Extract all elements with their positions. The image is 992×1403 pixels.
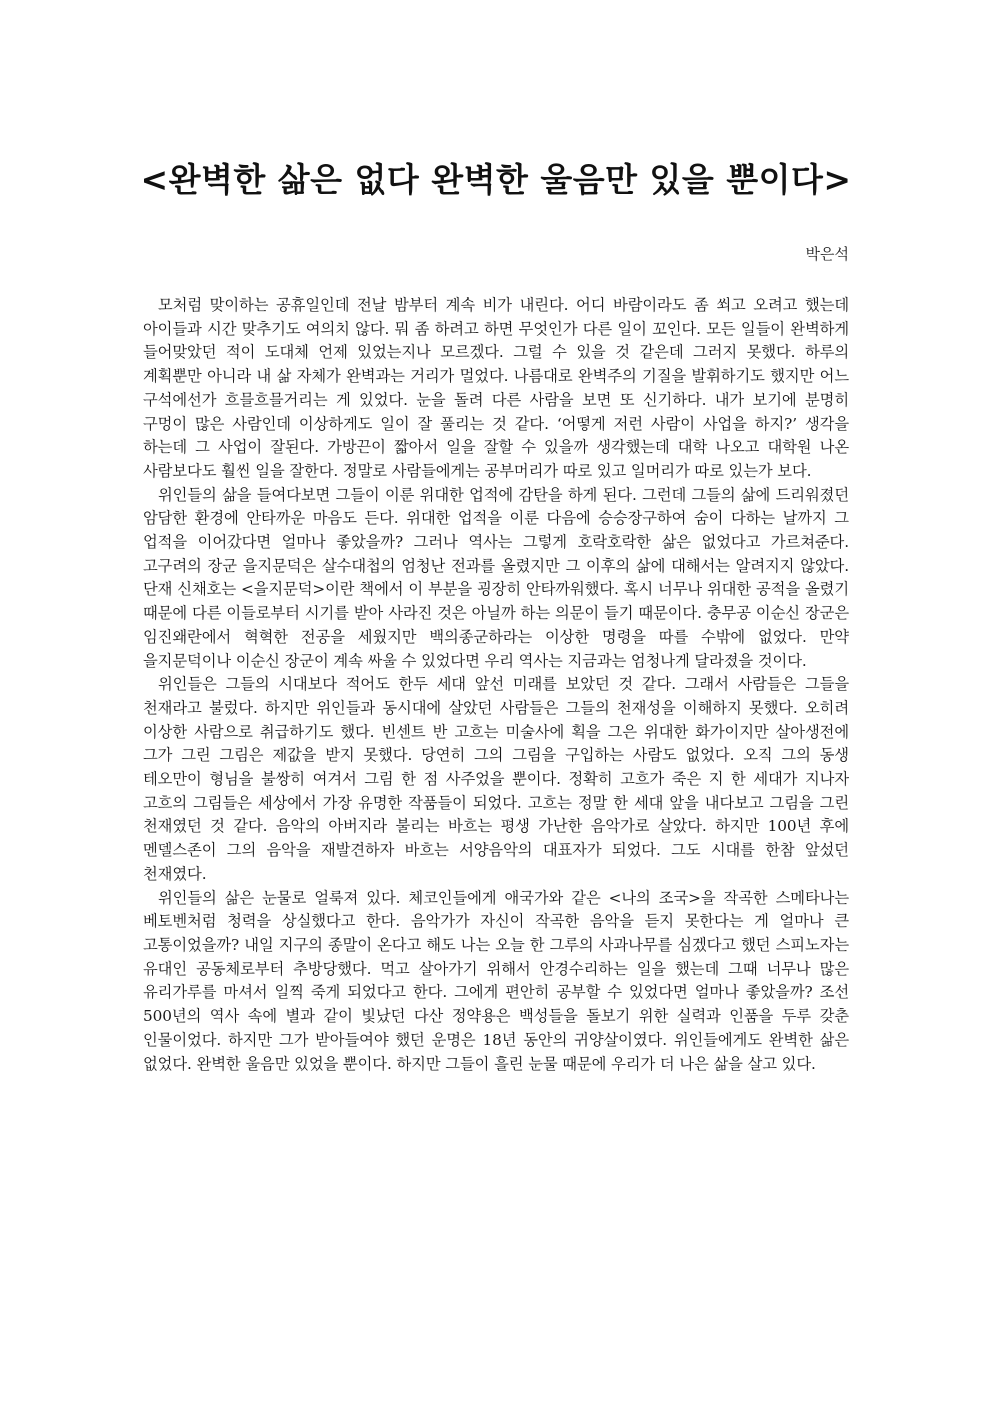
document-page [140, 0, 852, 1403]
document-body [143, 294, 849, 1076]
paragraph-3: 위인들은 그들의 시대보다 적어도 한두 세대 앞선 미래를 보았던 것 같다. 그래서 사람들은 그들을 천재라고 불렀다. 하지만 위인들과 동시대에 살았던 사람들은 그들의 천재성을 이해하지 못했다. 오히려 이상한 사람으로 취급하기도 했다. 빈센트 반 고흐는 미술사에 획을 그은 위대한 화가이지만 살아생전에 그가 그린 그림은 제값을 받지 못했다. 당연히 그의 그림을 구입하는 사람도 없었다. 오직 그의 동생 테오만이 형님을 불쌍히 여겨서 그림 한 점 사주었을 뿐이다. 정확히 고흐가 죽은 지 한 세대가 지나자 고흐의 그림들은 세상에서 가장 유명한 작품들이 되었다. 고흐는 정말 한 세대 앞을 내다보고 그림을 그린 천재였던 것 같다. 음악의 아버지라 불리는 바흐는 평생 가난한 음악가로 살았다. 하지만 100년 후에 멘델스존이 그의 음악을 재발견하자 바흐는 서양음악의 대표자가 되었다. 그도 시대를 한참 앞섰던 천재였다. [143, 675, 849, 883]
paragraph-2: 위인들의 삶을 들여다보면 그들이 이룬 위대한 업적에 감탄을 하게 된다. 그런데 그들의 삶에 드리워졌던 암담한 환경에 안타까운 마음도 든다. 위대한 업적을 이룬 다음에 승승장구하여 숨이 다하는 날까지 그 업적을 이어갔다면 얼마나 좋았을까? 그러나 역사는 그렇게 호락호락한 삶은 없었다고 가르쳐준다. 고구려의 장군 을지문덕은 살수대첩의 엄청난 전과를 올렸지만 그 이후의 삶에 대해서는 알려지지 않았다. 단재 신채호는 <을지문덕>이란 책에서 이 부분을 굉장히 안타까워했다. 혹시 너무나 위대한 공적을 올렸기 때문에 다른 이들로부터 시기를 받아 사라진 것은 아닐까 하는 의문이 들기 때문이다. 충무공 이순신 장군은 임진왜란에서 혁혁한 전공을 세웠지만 백의종군하라는 이상한 명령을 따를 수밖에 없었다. 만약 을지문덕이나 이순신 장군이 계속 싸울 수 있었다면 우리 역사는 지금과는 엄청나게 달라졌을 것이다. [143, 485, 849, 670]
author-name: 박은석 [805, 245, 849, 263]
paragraph-1: 모처럼 맞이하는 공휴일인데 전날 밤부터 계속 비가 내린다. 어디 바람이라도 좀 쐬고 오려고 했는데 아이들과 시간 맞추기도 여의치 않다. 뭐 좀 하려고 하면 무엇인가 다른 일이 꼬인다. 모든 일들이 완벽하게 들어맞았던 적이 도대체 언제 있었는지나 모르겠다. 그럴 수 있을 것 같은데 그러지 못했다. 하루의 계획뿐만 아니라 내 삶 자체가 완벽과는 거리가 멀었다. 나름대로 완벽주의 기질을 발휘하기도 했지만 어느 구석에선가 흐믈흐믈거리는 게 있었다. 눈을 돌려 다른 사람을 보면 또 신기하다. 내가 보기에 분명히 구멍이 많은 사람인데 이상하게도 일이 잘 풀리는 것 같다. ‘어떻게 저런 사람이 사업을 하지?’ 생각을 하는데 그 사업이 잘된다. 가방끈이 짧아서 일을 잘할 수 있을까 생각했는데 대학 나오고 대학원 나온 사람보다도 훨씬 일을 잘한다. 정말로 사람들에게는 공부머리가 따로 있고 일머리가 따로 있는가 보다. [143, 296, 849, 480]
document-title: <완벽한 삶은 없다 완벽한 울음만 있을 뿐이다> [140, 160, 852, 199]
paragraph-4: 위인들의 삶은 눈물로 얼룩져 있다. 체코인들에게 애국가와 같은 <나의 조국>을 작곡한 스메타나는 베토벤처럼 청력을 상실했다고 한다. 음악가가 자신이 작곡한 음악을 듣지 못한다는 게 얼마나 큰 고통이었을까? 내일 지구의 종말이 온다고 해도 나는 오늘 한 그루의 사과나무를 심겠다고 했던 스피노자는 유대인 공동체로부터 추방당했다. 먹고 살아가기 위해서 안경수리하는 일을 했는데 그때 너무나 많은 유리가루를 마셔서 일찍 죽게 되었다고 한다. 그에게 편안히 공부할 수 있었다면 얼마나 좋았을까? 조선 500년의 역사 속에 별과 같이 빛났던 다산 정약용은 백성들을 돌보기 위한 실력과 인품을 두루 갖춘 인물이었다. 하지만 그가 받아들여야 했던 운명은 18년 동안의 귀양살이였다. 위인들에게도 완벽한 삶은 없었다. 완벽한 울음만 있었을 뿐이다. 하지만 그들이 흘린 눈물 때문에 우리가 더 나은 삶을 살고 있다. [143, 888, 849, 1073]
